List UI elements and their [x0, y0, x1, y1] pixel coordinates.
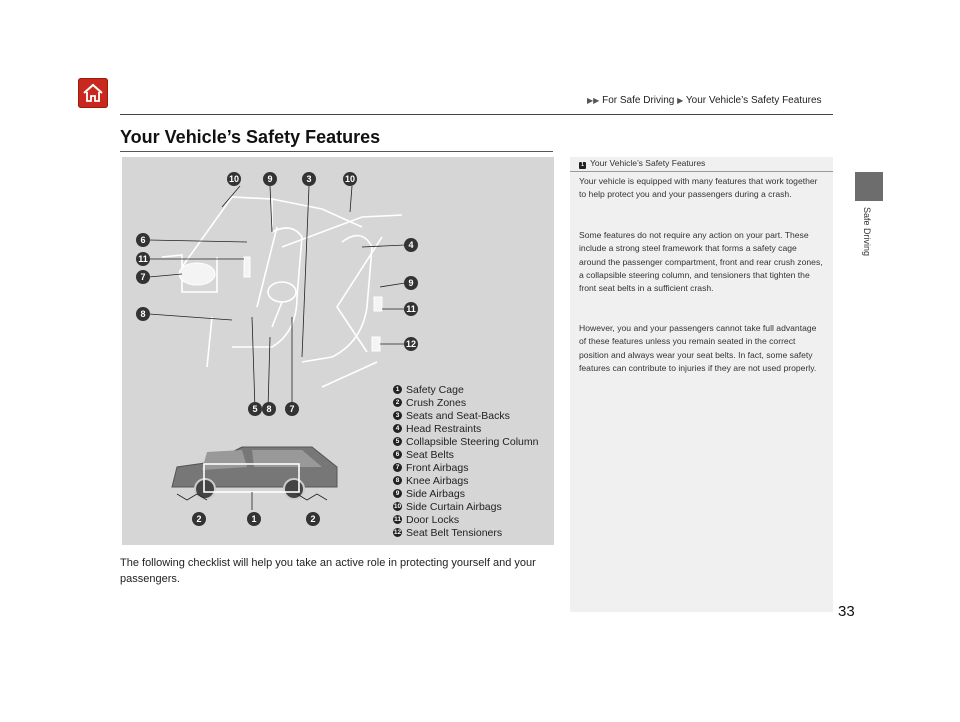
note-divider: [570, 171, 833, 172]
legend-item: 1 Safety Cage: [393, 383, 539, 396]
home-icon: [78, 78, 108, 108]
callout-11: 11: [136, 252, 150, 266]
callout-4: 4: [404, 238, 418, 252]
home-button[interactable]: [78, 78, 108, 108]
section-tab-marker[interactable]: [855, 172, 883, 201]
callout-7: 7: [285, 402, 299, 416]
legend-item: 6 Seat Belts: [393, 448, 539, 461]
page-title: Your Vehicle’s Safety Features: [120, 127, 381, 147]
callout-3: 3: [302, 172, 316, 186]
callout-1: 1: [247, 512, 261, 526]
callout-10: 10: [344, 174, 355, 184]
legend-item: 8 Knee Airbags: [393, 474, 539, 487]
callout-9: 9: [263, 172, 277, 186]
breadcrumb-arrow-icon: ▶: [677, 96, 684, 105]
section-tab-label: Safe Driving: [862, 207, 872, 257]
legend-item: 4 Head Restraints: [393, 422, 539, 435]
callout-7: 7: [136, 270, 150, 284]
header-divider: [120, 114, 833, 115]
note-paragraph: Your vehicle is equipped with many features that work together to help protect you and your passengers during a crash.: [579, 176, 818, 200]
legend-item: 7 Front Airbags: [393, 461, 539, 474]
legend-item: 12 Seat Belt Tensioners: [393, 526, 503, 539]
feature-legend: [393, 383, 539, 539]
callout-2: 2: [306, 512, 320, 526]
callout-11: 11: [404, 302, 418, 316]
note-panel: [570, 157, 833, 612]
callout-9: 9: [404, 276, 418, 290]
breadcrumb-link-safe-driving[interactable]: For Safe Driving: [602, 95, 675, 106]
legend-item: 9 Side Airbags: [393, 487, 539, 500]
title-divider: [120, 151, 553, 152]
body-paragraph: The following checklist will help you take an active role in protecting yourself and your passengers.: [120, 557, 536, 585]
legend-item: 11 Door Locks: [394, 513, 460, 526]
note-paragraph: Some features do not require any action on your part. These include a strong steel framework that forms a safety cage around the passenger compartment, front and rear crush zones, a collapsible steering column, and tensioners that tighten the front seat belts in a sufficient crash.: [579, 230, 823, 294]
legend-item: 2 Crush Zones: [393, 396, 539, 409]
callout-8: 8: [262, 402, 276, 416]
callout-5: 5: [248, 402, 262, 416]
breadcrumb-arrow-icon: ▶▶: [587, 96, 600, 105]
legend-item: 3 Seats and Seat-Backs: [393, 409, 539, 422]
callout-2: 2: [192, 512, 206, 526]
note-bookmark-icon: 1: [579, 162, 586, 169]
page-number: 33: [838, 603, 855, 620]
note-heading: 1 Your Vehicle’s Safety Features: [579, 158, 705, 169]
callout-12: 12: [405, 339, 416, 349]
callout-6: 6: [136, 233, 150, 247]
breadcrumb-current: Your Vehicle’s Safety Features: [685, 95, 822, 106]
note-paragraph: However, you and your passengers cannot take full advantage of these features unless you remain seated in the correct position and always wear your seat belts. In fact, some safety features can contribute to injuries if they are not used properly.: [579, 323, 817, 373]
legend-item: 5 Collapsible Steering Column: [393, 435, 539, 448]
legend-item: 10 Side Curtain Airbags: [393, 500, 502, 513]
breadcrumb: [587, 95, 822, 106]
callout-10: 10: [228, 174, 239, 184]
callout-8: 8: [136, 307, 150, 321]
